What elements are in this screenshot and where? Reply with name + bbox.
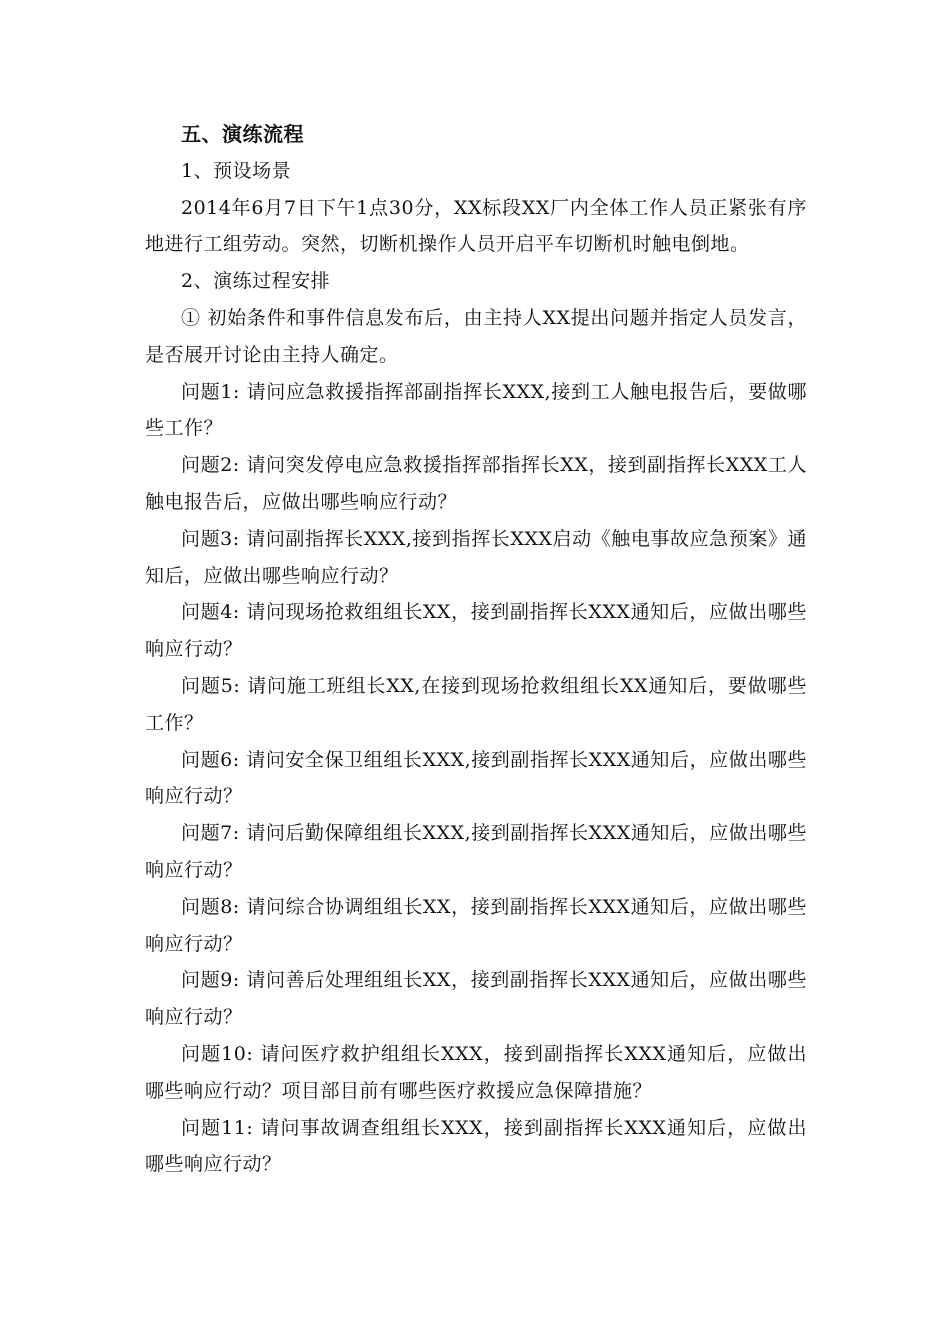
question-10: 问题10: 请问医疗救护组组长XXX，接到副指挥长XXX通知后，应做出哪些响应行动？项目部目前有哪些医疗救援应急保障措施？ (145, 1042, 807, 1102)
question-11: 问题11: 请问事故调查组组长XXX，接到副指挥长XXX通知后，应做出哪些响应行动？ (145, 1116, 807, 1176)
section-title: 五、演练流程 (181, 122, 304, 146)
question-8: 问题8: 请问综合协调组组长XX，接到副指挥长XXX通知后，应做出哪些响应行动？ (145, 895, 807, 955)
process-intro: ① 初始条件和事件信息发布后，由主持人XX提出问题并指定人员发言，是否展开讨论由主持人确定。 (145, 306, 807, 366)
scenario-heading: 1、预设场景 (181, 159, 292, 182)
question-5: 问题5: 请问施工班组长XX,在接到现场抢救组组长XX通知后，要做哪些工作？ (145, 674, 807, 734)
scenario-text: 2014年6月7日下午1点30分，XX标段XX厂内全体工作人员正紧张有序地进行工组劳动。突然，切断机操作人员开启平车切断机时触电倒地。 (145, 196, 807, 256)
question-4: 问题4: 请问现场抢救组组长XX，接到副指挥长XXX通知后，应做出哪些响应行动？ (145, 601, 807, 661)
question-1: 问题1: 请问应急救援指挥部副指挥长XXX,接到工人触电报告后，要做哪些工作？ (145, 380, 807, 440)
question-2: 问题2: 请问突发停电应急救援指挥部指挥长XX，接到副指挥长XXX工人触电报告后，应做出哪些响应行动？ (145, 454, 807, 513)
process-heading: 2、演练过程安排 (181, 270, 331, 293)
question-7: 问题7: 请问后勤保障组组长XXX,接到副指挥长XXX通知后，应做出哪些响应行动？ (145, 822, 807, 881)
question-6: 问题6: 请问安全保卫组组长XXX,接到副指挥长XXX通知后，应做出哪些响应行动？ (145, 748, 807, 808)
question-3: 问题3: 请问副指挥长XXX,接到指挥长XXX启动《触电事故应急预案》通知后，应做出哪些响应行动？ (145, 527, 807, 587)
question-9: 问题9: 请问善后处理组组长XX，接到副指挥长XXX通知后，应做出哪些响应行动？ (145, 969, 807, 1029)
document-body (145, 116, 807, 1183)
